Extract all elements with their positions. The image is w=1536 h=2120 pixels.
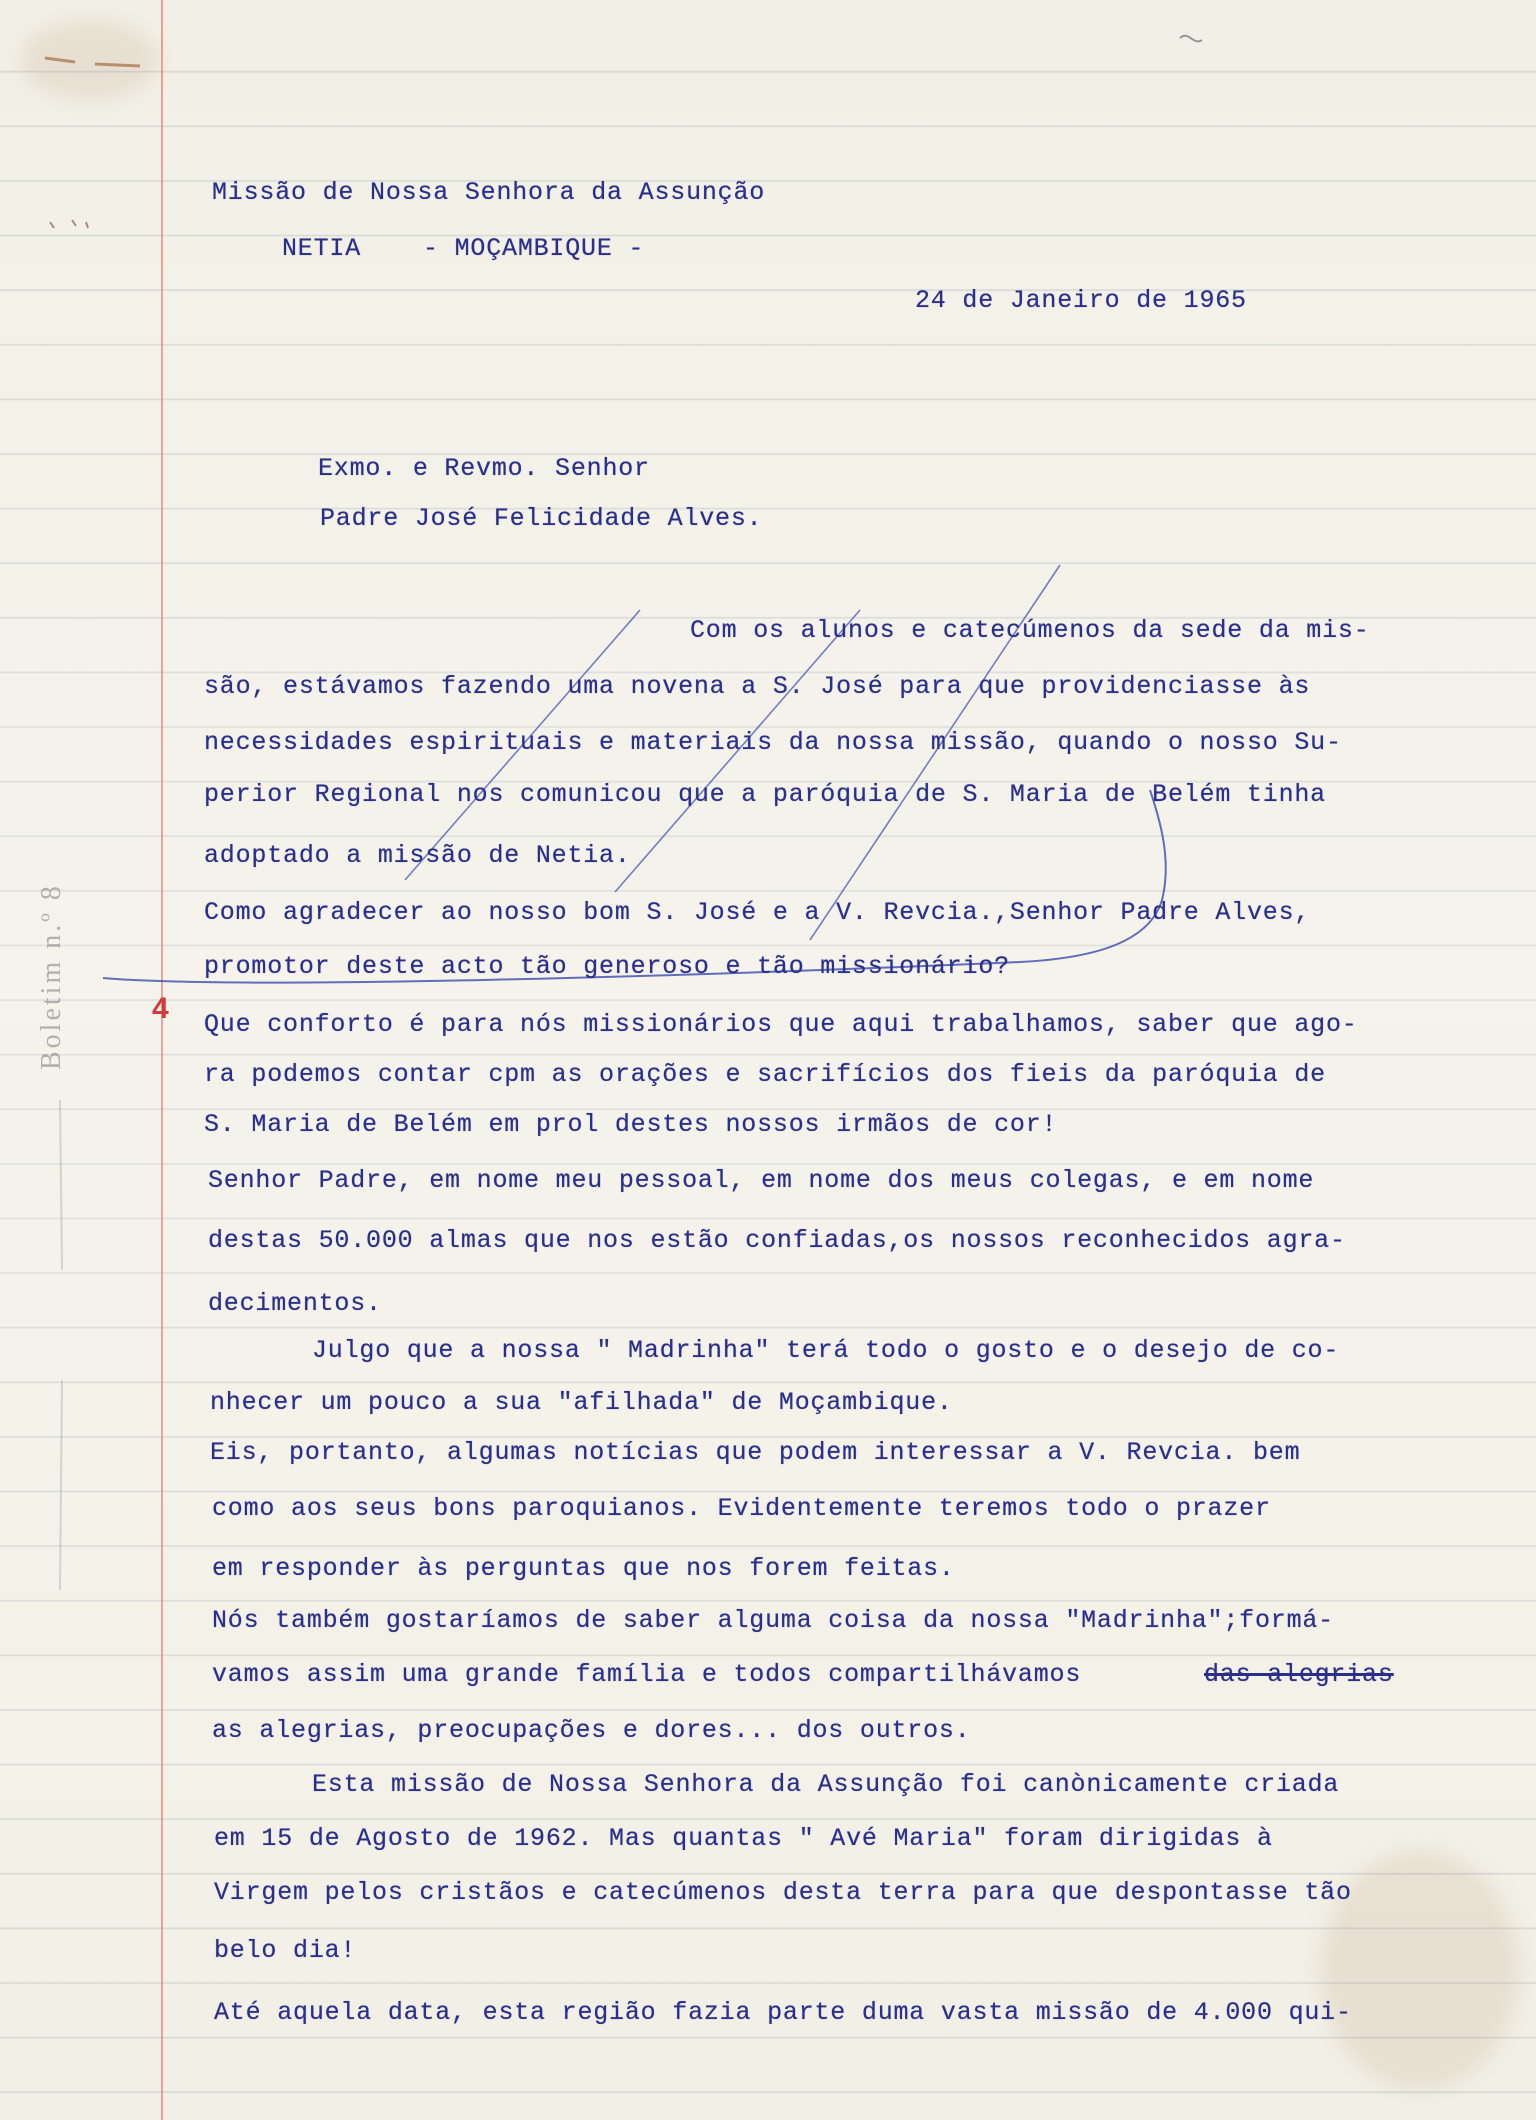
letter-date: 24 de Janeiro de 1965 [915, 286, 1247, 315]
body-line: Nós também gostaríamos de saber alguma coisa da nossa "Madrinha";formá- [212, 1606, 1334, 1635]
body-line: como aos seus bons paroquianos. Evidentemente teremos todo o prazer [212, 1494, 1271, 1523]
body-line: Senhor Padre, em nome meu pessoal, em nome dos meus colegas, e em nome [208, 1166, 1315, 1195]
margin-tick-mark: 4 [152, 992, 169, 1025]
body-line: S. Maria de Belém em prol destes nossos irmãos de cor! [204, 1110, 1058, 1139]
mission-place: NETIA [282, 234, 362, 263]
paper-stain [20, 20, 160, 100]
body-line: adoptado a missão de Netia. [204, 841, 631, 870]
pencil-side-note: Boletim n.º 8 [36, 883, 67, 1070]
body-line: Até aquela data, esta região fazia parte duma vasta missão de 4.000 qui- [214, 1998, 1352, 2027]
body-line: Esta missão de Nossa Senhora da Assunção foi canònicamente criada [312, 1770, 1340, 1799]
body-line: destas 50.000 almas que nos estão confiadas,os nossos reconhecidos agra- [208, 1226, 1346, 1255]
body-line: Com os alunos e catecúmenos da sede da mis- [690, 616, 1370, 645]
body-line: decimentos. [208, 1289, 382, 1318]
body-line: são, estávamos fazendo uma novena a S. José para que providenciasse às [204, 672, 1311, 701]
salutation: Exmo. e Revmo. Senhor [318, 454, 650, 483]
mission-country: - MOÇAMBIQUE - [423, 234, 645, 263]
body-line: Julgo que a nossa " Madrinha" terá todo o gosto e o desejo de co- [312, 1336, 1340, 1365]
body-line: Virgem pelos cristãos e catecúmenos desta terra para que despontasse tão [214, 1878, 1352, 1907]
body-line: as alegrias, preocupações e dores... dos outros. [212, 1716, 971, 1745]
body-line: Eis, portanto, algumas notícias que podem interessar a V. Revcia. bem [210, 1438, 1301, 1467]
body-line: nhecer um pouco a sua "afilhada" de Moçambique. [210, 1388, 953, 1417]
body-line: perior Regional nos comunicou que a paróquia de S. Maria de Belém tinha [204, 780, 1326, 809]
struck-text: das alegrias [1204, 1660, 1394, 1689]
body-line: em 15 de Agosto de 1962. Mas quantas " Avé Maria" foram dirigidas à [214, 1824, 1273, 1853]
body-line: Como agradecer ao nosso bom S. José e a V. Revcia.,Senhor Padre Alves, [204, 898, 1311, 927]
body-line: promotor deste acto tão generoso e tão missionário? [204, 952, 1010, 981]
recipient-name: Padre José Felicidade Alves. [320, 504, 763, 533]
body-line: ra podemos contar cpm as orações e sacrifícios dos fieis da paróquia de [204, 1060, 1326, 1089]
margin-rule [161, 0, 163, 2120]
body-line: vamos assim uma grande família e todos compartilhávamos [212, 1660, 1082, 1689]
mission-name: Missão de Nossa Senhora da Assunção [212, 178, 766, 207]
body-line: em responder às perguntas que nos forem feitas. [212, 1554, 955, 1583]
body-line: belo dia! [214, 1936, 357, 1965]
body-line: necessidades espirituais e materiais da nossa missão, quando o nosso Su- [204, 728, 1342, 757]
body-line: Que conforto é para nós missionários que aqui trabalhamos, saber que ago- [204, 1010, 1358, 1039]
